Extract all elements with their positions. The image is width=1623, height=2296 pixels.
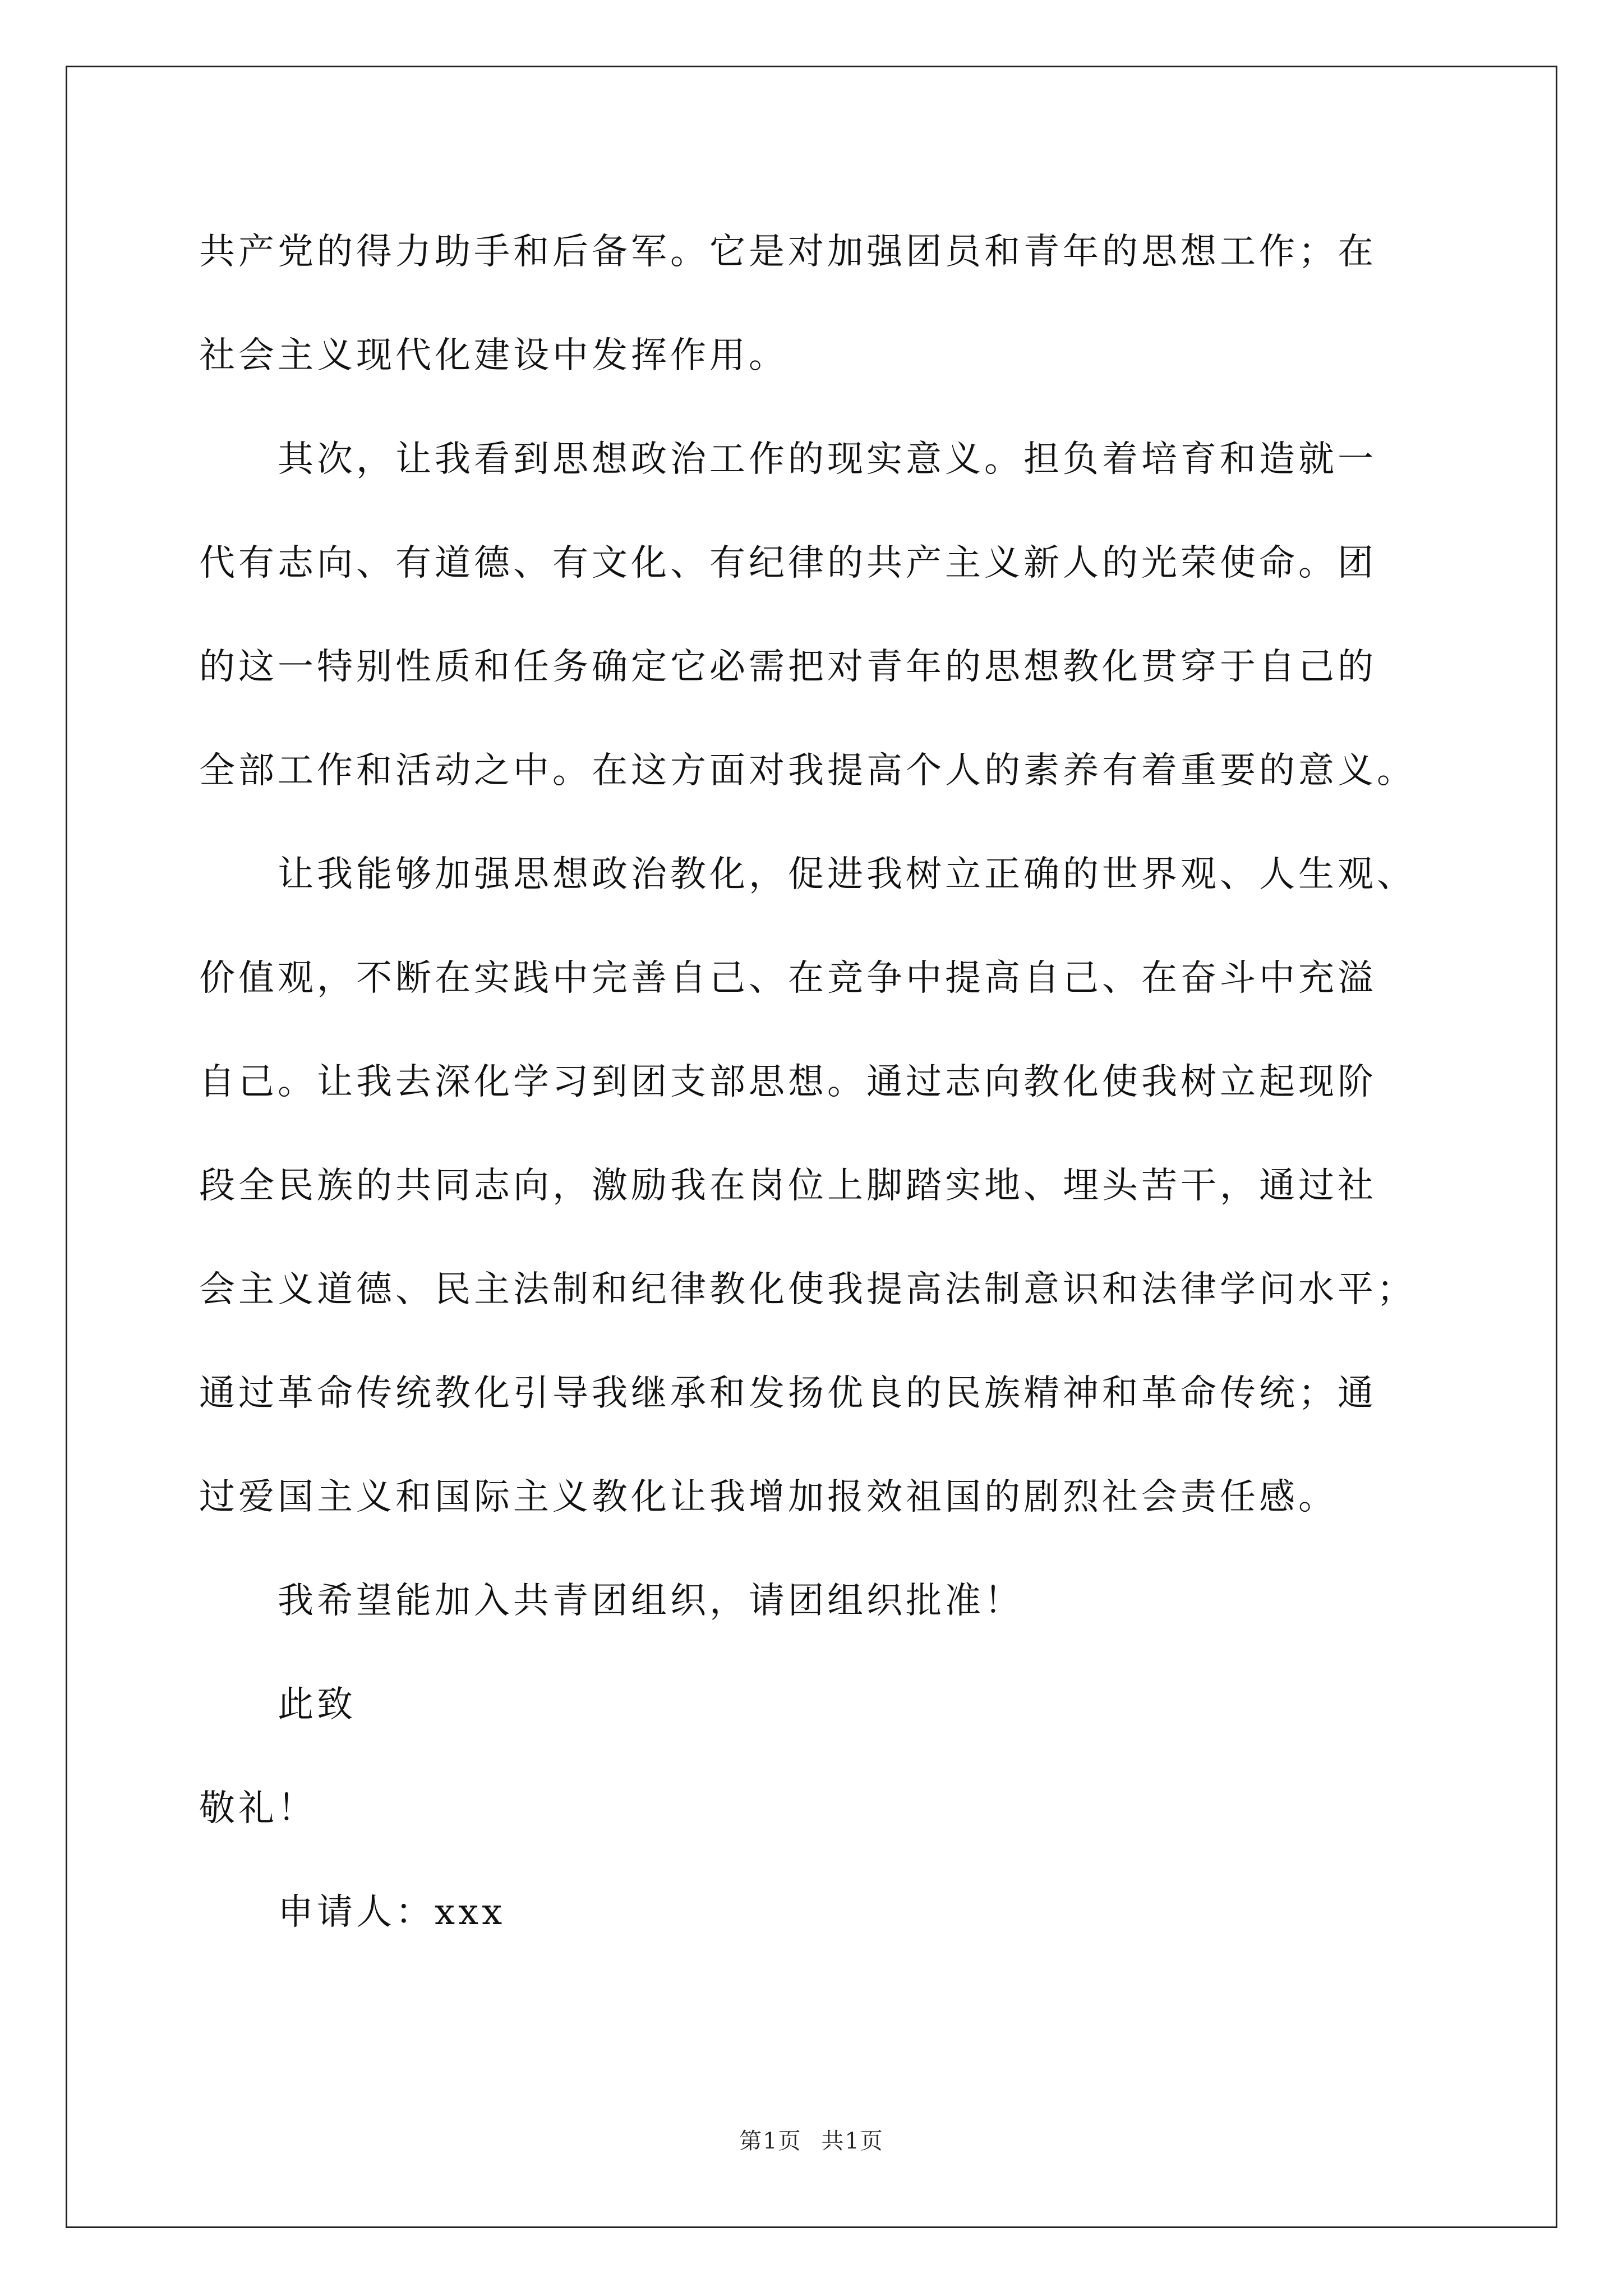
- body-line-6: 全部工作和活动之中。在这方面对我提高个人的素养有着重要的意义。: [199, 750, 1416, 792]
- body-line-7: 让我能够加强思想政治教化，促进我树立正确的世界观、人生观、: [278, 854, 1416, 895]
- body-line-1: 共产党的得力助手和后备军。它是对加强团员和青年的思想工作；在: [199, 231, 1377, 273]
- body-line-3: 其次，让我看到思想政治工作的现实意义。担负着培育和造就一: [278, 439, 1377, 480]
- body-line-11: 会主义道德、民主法制和纪律教化使我提高法制意识和法律学问水平；: [199, 1269, 1416, 1310]
- body-line-8: 价值观，不断在实践中完善自己、在竞争中提高自己、在奋斗中充溢: [199, 958, 1377, 999]
- page-number-current: 第1页: [739, 2128, 802, 2154]
- applicant-signature: 申请人：xxx: [278, 1892, 506, 1933]
- body-line-5: 的这一特别性质和任务确定它必需把对青年的思想教化贯穿于自己的: [199, 646, 1377, 688]
- body-line-4: 代有志向、有道德、有文化、有纪律的共产主义新人的光荣使命。团: [199, 542, 1377, 584]
- salutation-cizhi: 此致: [278, 1684, 356, 1726]
- closing-request: 我希望能加入共青团组织，请团组织批准！: [278, 1580, 1023, 1622]
- body-line-9: 自己。让我去深化学习到团支部思想。通过志向教化使我树立起现阶: [199, 1061, 1377, 1103]
- body-line-10: 段全民族的共同志向，激励我在岗位上脚踏实地、埋头苦干，通过社: [199, 1165, 1377, 1207]
- body-line-2: 社会主义现代化建设中发挥作用。: [199, 335, 788, 376]
- page-footer: [0, 2123, 1623, 2155]
- document-body: [199, 200, 1467, 1964]
- page-number-total: 共1页: [821, 2128, 884, 2154]
- body-line-12: 通过革命传统教化引导我继承和发扬优良的民族精神和革命传统；通: [199, 1373, 1377, 1414]
- salutation-jingli: 敬礼！: [199, 1788, 317, 1829]
- body-line-13: 过爱国主义和国际主义教化让我增加报效祖国的剧烈社会责任感。: [199, 1476, 1338, 1518]
